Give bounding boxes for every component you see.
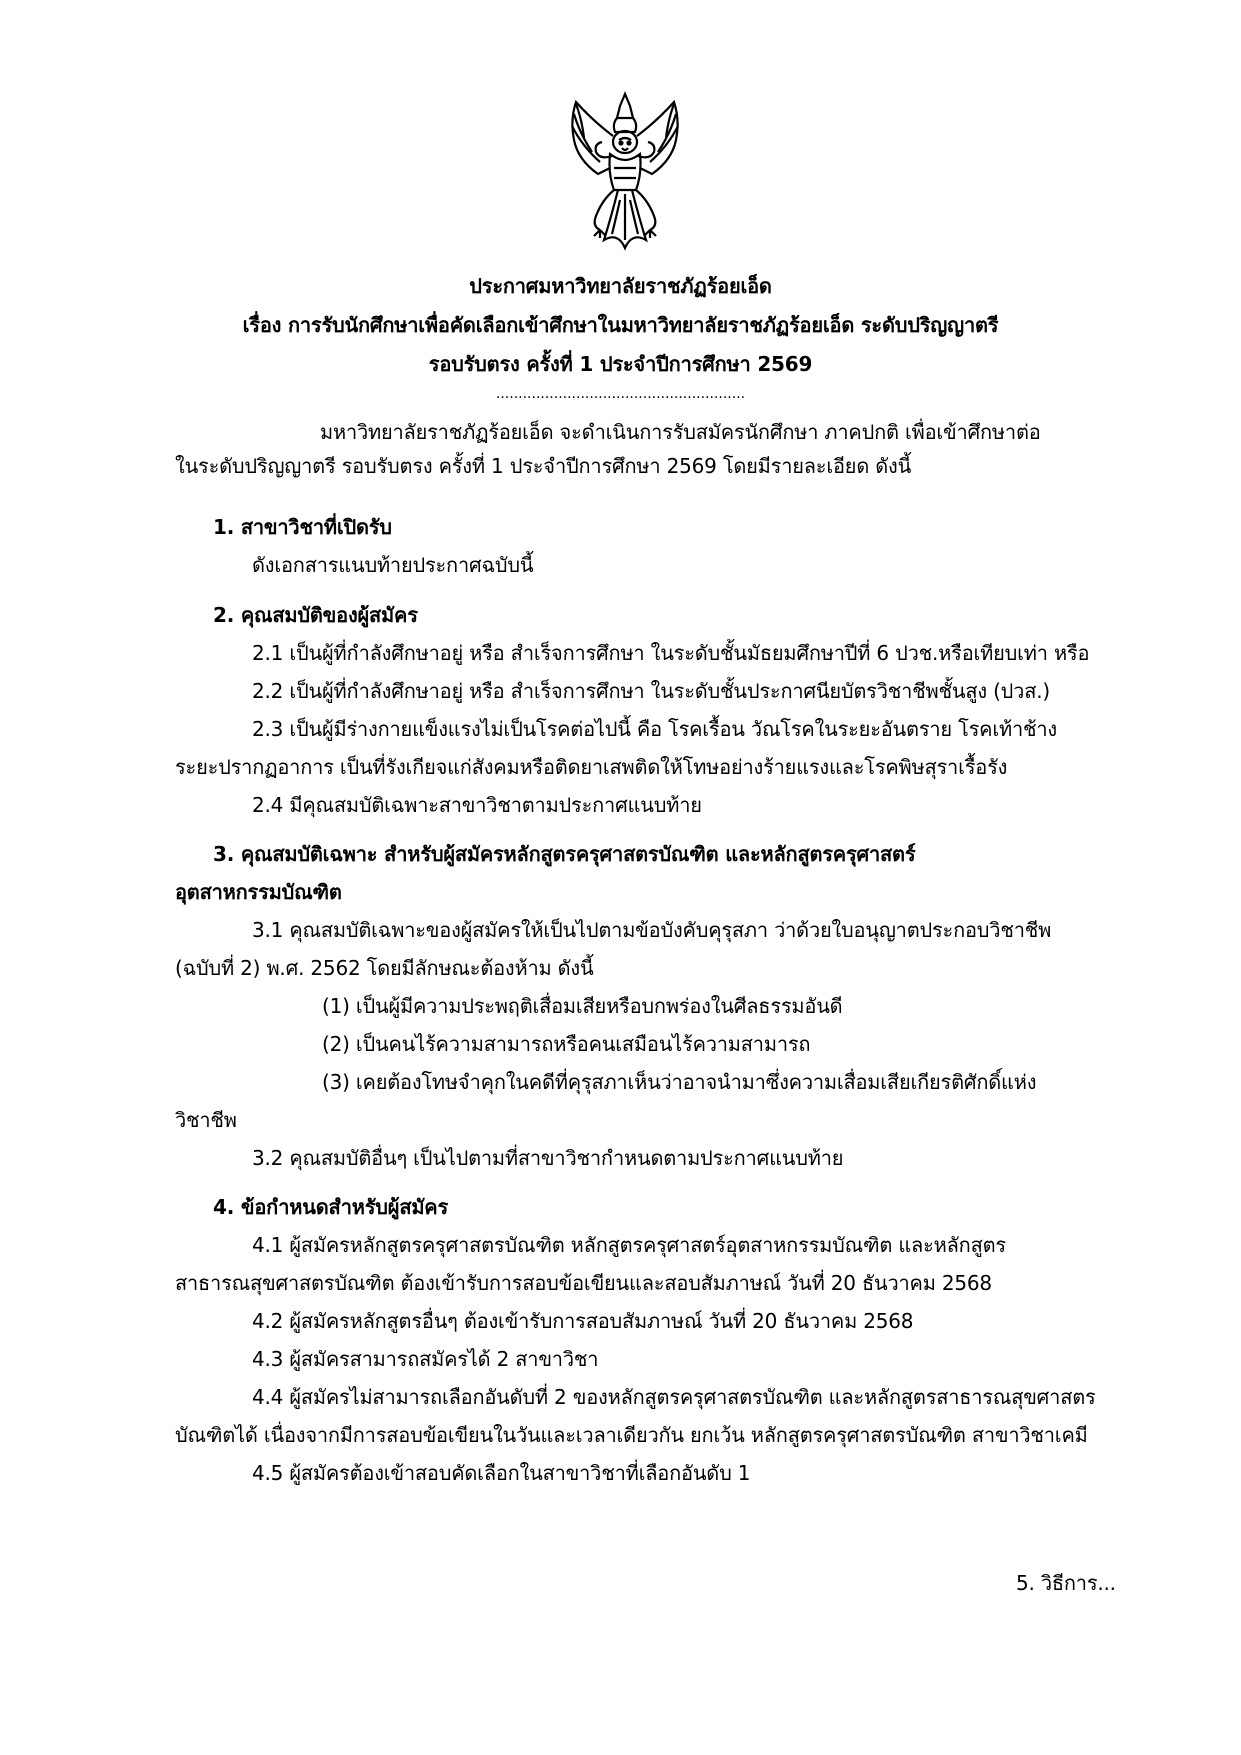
announcement-subject: เรื่อง การรับนักศึกษาเพื่อคัดเลือกเข้าศึกษาในมหาวิทยาลัยราชภัฏร้อยเอ็ด ระดับปริญญาตรี	[242, 313, 999, 337]
section-3-item-2: 3.2 คุณสมบัติอื่นๆ เป็นไปตามที่สาขาวิชากำหนดตามประกาศแนบท้าย	[252, 1146, 844, 1170]
section-1-body: ดังเอกสารแนบท้ายประกาศฉบับนี้	[252, 553, 534, 577]
section-4-item-2: 4.2 ผู้สมัครหลักสูตรอื่นๆ ต้องเข้ารับการสอบสัมภาษณ์ วันที่ 20 ธันวาคม 2568	[252, 1309, 914, 1333]
section-2-item-1: 2.1 เป็นผู้ที่กำลังศึกษาอยู่ หรือ สำเร็จการศึกษา ในระดับชั้นมัธยมศึกษาปีที่ 6 ปวช.หรือเทียบเท่า หรือ	[252, 641, 1090, 665]
section-4-item-4-line-1: 4.4 ผู้สมัครไม่สามารถเลือกอันดับที่ 2 ของหลักสูตรครุศาสตรบัณฑิต และหลักสูตรสาธารณสุขศาสตร	[252, 1385, 1096, 1409]
section-3-prohibition-2: (2) เป็นคนไร้ความสามารถหรือคนเสมือนไร้ความสามารถ	[322, 1032, 811, 1056]
garuda-emblem-icon	[562, 90, 688, 252]
section-4-heading: 4. ข้อกำหนดสำหรับผู้สมัคร	[213, 1195, 449, 1219]
section-4-item-1-line-2: สาธารณสุขศาสตรบัณฑิต ต้องเข้ารับการสอบข้อเขียนและสอบสัมภาษณ์ วันที่ 20 ธันวาคม 2568	[175, 1271, 992, 1295]
section-2-item-3-line-1: 2.3 เป็นผู้มีร่างกายแข็งแรงไม่เป็นโรคต่อไปนี้ คือ โรคเรื้อน วัณโรคในระยะอันตราย โรคเท้าช้าง	[252, 717, 1057, 741]
continued-next-page: 5. วิธีการ...	[1016, 1571, 1116, 1595]
section-3-prohibition-1: (1) เป็นผู้มีความประพฤติเสื่อมเสียหรือบกพร่องในศีลธรรมอันดี	[322, 994, 843, 1018]
section-4-item-5: 4.5 ผู้สมัครต้องเข้าสอบคัดเลือกในสาขาวิชาที่เลือกอันดับ 1	[252, 1461, 751, 1485]
announcement-title: ประกาศมหาวิทยาลัยราชภัฏร้อยเอ็ด	[469, 274, 772, 298]
section-2-item-3-line-2: ระยะปรากฏอาการ เป็นที่รังเกียจแก่สังคมหรือติดยาเสพติดให้โทษอย่างร้ายแรงและโรคพิษสุราเรื้อรัง	[175, 755, 1008, 779]
section-3-prohibition-3-line-2: วิชาชีพ	[175, 1108, 237, 1132]
intro-line-1: มหาวิทยาลัยราชภัฏร้อยเอ็ด จะดำเนินการรับสมัครนักศึกษา ภาคปกติ เพื่อเข้าศึกษาต่อ	[320, 420, 1041, 444]
section-3-heading-line-1: 3. คุณสมบัติเฉพาะ สำหรับผู้สมัครหลักสูตรครุศาสตรบัณฑิต และหลักสูตรครุศาสตร์	[213, 842, 916, 866]
section-4-item-1-line-1: 4.1 ผู้สมัครหลักสูตรครุศาสตรบัณฑิต หลักสูตรครุศาสตร์อุตสาหกรรมบัณฑิต และหลักสูตร	[252, 1233, 1006, 1257]
section-2-item-2: 2.2 เป็นผู้ที่กำลังศึกษาอยู่ หรือ สำเร็จการศึกษา ในระดับชั้นประกาศนียบัตรวิชาชีพชั้นสูง (ปวส.)	[252, 679, 1050, 703]
section-4-item-4-line-2: บัณฑิตได้ เนื่องจากมีการสอบข้อเขียนในวันและเวลาเดียวกัน ยกเว้น หลักสูตรครุศาสตรบัณฑิต สาขาวิชาเคมี	[175, 1423, 1088, 1447]
section-4-item-3: 4.3 ผู้สมัครสามารถสมัครได้ 2 สาขาวิชา	[252, 1347, 599, 1371]
section-3-item-1-line-2: (ฉบับที่ 2) พ.ศ. 2562 โดยมีลักษณะต้องห้าม ดังนี้	[175, 956, 594, 980]
section-1-heading: 1. สาขาวิชาที่เปิดรับ	[213, 515, 392, 539]
section-3-heading-line-2: อุตสาหกรรมบัณฑิต	[175, 880, 342, 904]
section-2-heading: 2. คุณสมบัติของผู้สมัคร	[213, 603, 418, 627]
section-3-prohibition-3-line-1: (3) เคยต้องโทษจำคุกในคดีที่คุรุสภาเห็นว่าอาจนำมาซึ่งความเสื่อมเสียเกียรติศักดิ์แห่ง	[322, 1070, 1037, 1094]
section-3-item-1-line-1: 3.1 คุณสมบัติเฉพาะของผู้สมัครให้เป็นไปตามข้อบังคับคุรุสภา ว่าด้วยใบอนุญาตประกอบวิชาชีพ	[252, 918, 1052, 942]
separator-dots: ........................................................	[495, 386, 746, 402]
intro-line-2: ในระดับปริญญาตรี รอบรับตรง ครั้งที่ 1 ประจำปีการศึกษา 2569 โดยมีรายละเอียด ดังนี้	[175, 454, 912, 478]
announcement-round: รอบรับตรง ครั้งที่ 1 ประจำปีการศึกษา 2569	[428, 352, 813, 376]
section-2-item-4: 2.4 มีคุณสมบัติเฉพาะสาขาวิชาตามประกาศแนบท้าย	[252, 793, 702, 817]
